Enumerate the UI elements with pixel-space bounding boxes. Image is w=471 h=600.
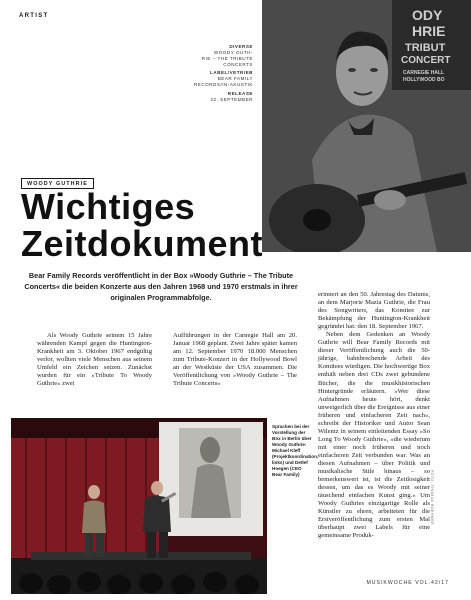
poster-line: HOLLYWOOD BO [403,77,445,83]
body-paragraph: Neben dem Gedenken an Woody Guthrie will Bear Family Records mit dieser Veröffentlichung auch die 50-jährige, bahnbrechende Arbeit des Komitees würdigen. Die hochwertige Box enthält neben drei CDs zwei gebundene Bücher, die die musikhistorischen Hintergründe erläutern. »Wer diese Aufnahmen heute hört, denkt unweigerlich über die Ereignisse aus einer früheren und einfacheren Zeit nach«, schreibt der Historiker und Autor Sean Wilentz in seinem einleitenden Essay »So Long To Woody Guthrie«, »die wiederum mit einer noch früheren und noch einfacheren Zeit verbunden war. Was an diesen Aufnahmen – über Politik und musikalische Stile hinaus – so bemerkenswert ist, ist die Zeitlosigkeit dessen, um das es Woody mit seiner täuschend einfachen Kunst ging.« Um Woody Guthries einzigartige Rolle als Künstler zu ehren, arbeiteten für die Erstveröffentlichung zum ersten Mal überhaupt zwei Labels für eine gemeinsame Produk- [318,331,430,540]
poster-line: CARNEGIE HALL [403,70,445,76]
body-column-1 [37,332,152,388]
body-paragraph: Aufführungen in der Carnegie Hall am 20. Januar 1968 geplant. Zwei Jahre später kamen am 12. September 1970 18.000 Menschen zum Tribute-Konzert in der Hollywood Bowl an der Westküste der USA zusammen. Die Veröffentlichung von »Woody Guthrie – The Tribute Concerts« [173,332,297,388]
event-photo-illustration [11,418,267,594]
meta-label [150,70,253,88]
body-column-3 [318,291,430,540]
poster-line: HRIE [412,23,446,39]
headline-line-2: Zeitdokument [21,223,264,264]
headline [21,188,461,262]
event-photo [11,418,267,594]
poster-line: ODY [412,7,443,23]
meta-release-label: RELEASE [227,91,253,96]
photo-caption: Sprachen bei der Vorstellung der Box in Berlin über Woody Guthrie: Michael Kleff (Projektkoordination, links) und Detlef Hoegen (CEO Bear Family) [272,424,319,477]
body-column-2 [173,332,297,388]
poster-line: CONCERT [401,55,451,66]
artist-tag: WOODY GUTHRIE [21,178,94,189]
lead-paragraph: Bear Family Records veröffentlicht in der Box »Woody Guthrie – The Tribute Concerts« die beiden Konzerte aus den Jahren 1968 und 1970 erstmals in ihrer originalen Programmabfolge. [24,271,298,302]
section-label: ARTIST [19,13,49,19]
meta-release-value: 22. SEPTEMBER [210,97,253,102]
meta-release [150,91,253,103]
headline-line-1: Wichtiges [21,186,196,227]
meta-artist-label: DIVERSE [229,44,253,49]
meta-label-label: LABEL/VETRIEB [210,70,253,75]
page-footer: MUSIKWOCHE VOL.42/17 [366,580,449,586]
photo-credit: FOTO: THOMAS BOEHMER [430,470,434,526]
meta-label-value: BEAR FAMILY RECORDS/IN-AKUSTIK [193,76,253,87]
poster-line: TRIBUT [405,42,446,54]
body-paragraph: Als Woody Guthrie seinem 15 Jahre währenden Kampf gegen die Huntington-Krankheit am 3. Oktober 1967 endgültig verlor, wollten viele Menschen aus seinem Umfeld ein Zeichen setzen. Zunächst wurden für ein »Tribute To Woody Guthrie« zwei [37,332,152,388]
meta-artist-value: WOODY GUTH- RIE – THE TRIBUTE CONCERTS [201,50,253,67]
meta-artist [150,44,253,68]
body-paragraph: erinnert an den 50. Jahrestag des Datums, an dem Marjorie Mazia Guthrie, die Frau des Songwriters, das Komitee zur Bekämpfung der Huntington-Krankheit gegründet hat: den 18. September 1967. [318,291,430,331]
